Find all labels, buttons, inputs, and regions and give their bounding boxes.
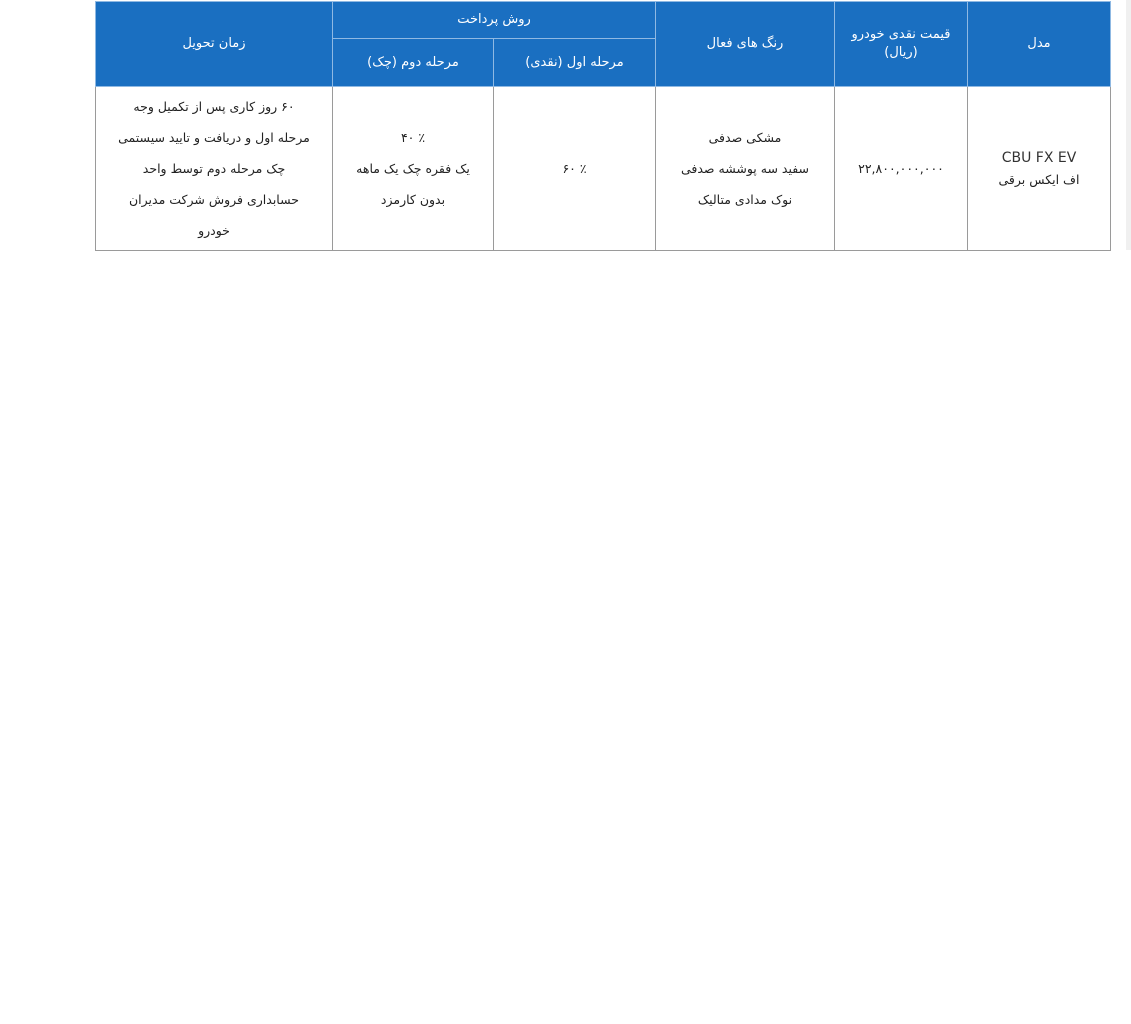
header-model: مدل [968, 2, 1111, 87]
stage1-percent: ٪ ۶۰ [562, 161, 587, 176]
cell-stage1 [494, 87, 656, 251]
header-delivery-time: زمان تحویل [96, 2, 333, 87]
color-item: سفید سه پوششه صدفی [680, 161, 810, 176]
delivery-line: چک مرحله دوم توسط واحد [142, 161, 286, 176]
header-payment-method: روش پرداخت [333, 2, 656, 39]
cell-model [968, 87, 1111, 251]
model-name-persian: اف ایکس برقی [998, 171, 1080, 187]
model-name-english: CBU FX EV [1001, 149, 1077, 166]
stage2-fee-text: بدون کارمزد [380, 192, 446, 207]
cell-delivery [96, 87, 333, 251]
page-edge [1126, 0, 1131, 250]
header-stage1-cash: مرحله اول (نقدی) [494, 39, 656, 87]
cell-stage2 [333, 87, 494, 251]
header-price: قیمت نقدی خودرو (ریال) [835, 2, 968, 87]
delivery-line: خودرو [198, 223, 230, 238]
header-row [96, 2, 1111, 39]
delivery-line: حسابداری فروش شرکت مدیران [129, 192, 299, 207]
cell-price [835, 87, 968, 251]
header-stage2-cheque: مرحله دوم (چک) [333, 39, 494, 87]
stage2-percent: ٪ ۴۰ [400, 130, 426, 145]
delivery-line: مرحله اول و دریافت و تایید سیستمی [118, 130, 310, 145]
color-item: مشکی صدفی [708, 130, 782, 145]
delivery-line: ۶۰ روز کاری پس از تکمیل وجه [133, 99, 295, 114]
table-row [96, 87, 1111, 251]
price-table [95, 1, 1111, 251]
header-colors: رنگ های فعال [656, 2, 835, 87]
price-value: ۲۲,۸۰۰,۰۰۰,۰۰۰ [858, 161, 944, 176]
stage2-cheque-text: یک فقره چک یک ماهه [356, 161, 470, 176]
color-item: نوک مدادی متالیک [697, 192, 793, 207]
cell-colors [656, 87, 835, 251]
